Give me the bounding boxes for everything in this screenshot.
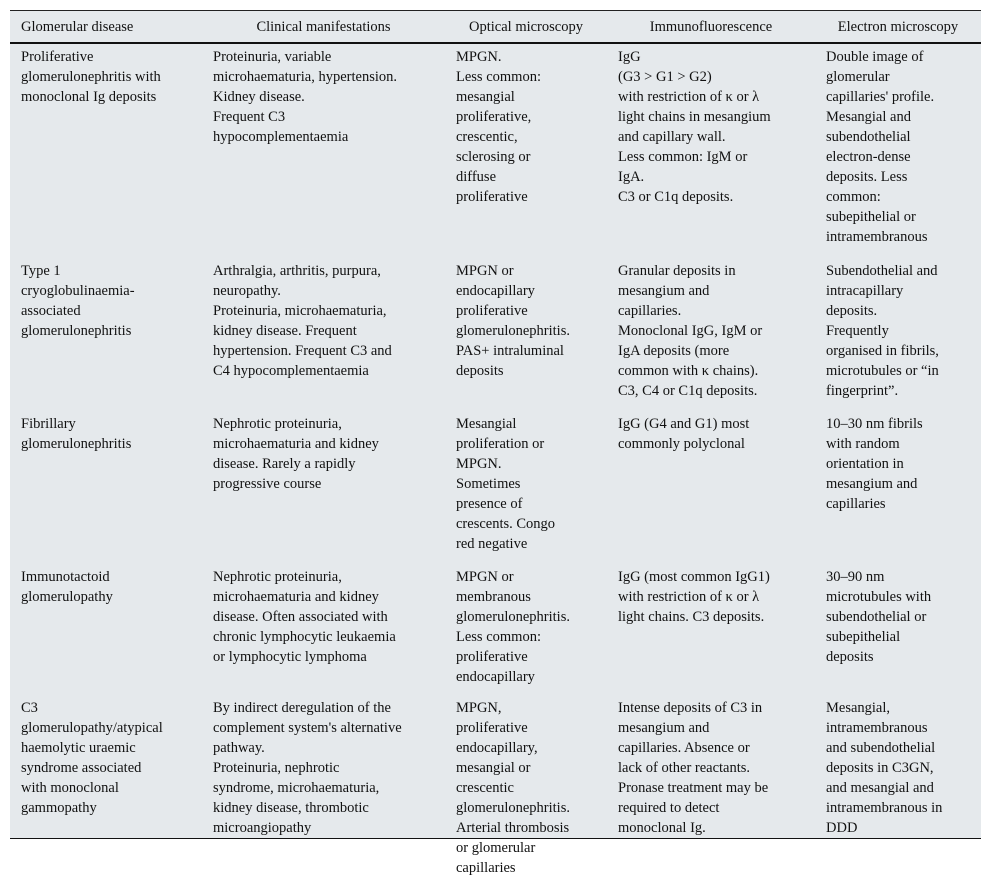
cell-text-line: IgG (most common IgG1) (618, 569, 770, 585)
cell-text-line: Proliferative (21, 49, 94, 65)
cell-text-line: capillaries (456, 860, 516, 876)
cell-clinical-manifestations (202, 261, 445, 414)
cell-text-line: Mesangial, (826, 700, 891, 716)
cell-text-line: common: (826, 189, 881, 205)
cell-text-line: mesangial or (456, 760, 531, 776)
cell-text-line: kidney disease. Frequent (213, 323, 357, 339)
cell-text-line: capillaries. (618, 303, 682, 319)
cell-text-line: gammopathy (21, 800, 97, 816)
cell-text-line: MPGN or (456, 569, 514, 585)
cell-text-line: mesangium and (826, 476, 918, 492)
cell-text-line: Frequently (826, 323, 889, 339)
cell-glomerular-disease (10, 414, 202, 567)
cell-text-line: and subendothelial (826, 740, 936, 756)
table-row (10, 261, 981, 414)
header-immunofluorescence: Immunofluorescence (649, 18, 773, 35)
data-table-container (10, 10, 981, 876)
cell-text-line: light chains in mesangium (618, 109, 771, 125)
cell-electron-microscopy (815, 698, 981, 878)
cell-text-line: 30–90 nm (826, 569, 885, 585)
cell-text-line: Pronase treatment may be (618, 780, 769, 796)
cell-text-line: intramembranous (826, 229, 928, 245)
cell-immunofluorescence (607, 567, 815, 698)
cell-text-line: Less common: IgM or (618, 149, 748, 165)
cell-text-line: Proteinuria, nephrotic (213, 760, 340, 776)
header-optical-microscopy: Optical microscopy (469, 18, 583, 35)
cell-text-line: intramembranous in (826, 800, 943, 816)
cell-text-line: glomerulonephritis with (21, 69, 161, 85)
cell-text-line: C3 (21, 700, 38, 716)
cell-text-line: hypertension. Frequent C3 and (213, 343, 392, 359)
cell-text-line: proliferation or (456, 436, 545, 452)
cell-text-line: Arterial thrombosis (456, 820, 570, 836)
cell-electron-microscopy (815, 43, 981, 261)
cell-text-line: proliferative (456, 720, 528, 736)
table-row (10, 414, 981, 567)
cell-text-line: deposits. Less (826, 169, 908, 185)
cell-text-line: monoclonal Ig. (618, 820, 706, 836)
cell-text-line: crescentic (456, 780, 514, 796)
cell-text-line: commonly polyclonal (618, 436, 745, 452)
cell-text-line: Subendothelial and (826, 263, 938, 279)
cell-text-line: endocapillary (456, 669, 535, 685)
glomerular-disease-table (10, 10, 981, 878)
cell-text-line: proliferative, (456, 109, 532, 125)
cell-optical-microscopy (445, 261, 607, 414)
cell-text-line: subepithelial (826, 629, 901, 645)
cell-text-line: IgA deposits (more (618, 343, 730, 359)
cell-text-line: chronic lymphocytic leukaemia (213, 629, 396, 645)
cell-text-line: fingerprint”. (826, 383, 899, 399)
cell-text-line: glomerulonephritis. (456, 800, 570, 816)
cell-text-line: MPGN, (456, 700, 502, 716)
cell-text-line: crescentic, (456, 129, 518, 145)
cell-text-line: C3 or C1q deposits. (618, 189, 734, 205)
cell-text-line: disease. Often associated with (213, 609, 388, 625)
cell-text-line: pathway. (213, 740, 265, 756)
cell-text-line: Arthralgia, arthritis, purpura, (213, 263, 381, 279)
cell-text-line: Immunotactoid (21, 569, 110, 585)
cell-text-line: with restriction of κ or λ (618, 89, 760, 105)
cell-text-line: Intense deposits of C3 in (618, 700, 763, 716)
cell-text-line: Mesangial and (826, 109, 911, 125)
cell-text-line: Fibrillary (21, 416, 76, 432)
cell-text-line: C3, C4 or C1q deposits. (618, 383, 758, 399)
cell-text-line: with monoclonal (21, 780, 119, 796)
cell-text-line: Proteinuria, microhaematuria, (213, 303, 387, 319)
cell-text-line: proliferative (456, 649, 528, 665)
cell-text-line: presence of (456, 496, 523, 512)
cell-text-line: Kidney disease. (213, 89, 305, 105)
cell-text-line: mesangium and (618, 720, 710, 736)
cell-text-line: mesangium and (618, 283, 710, 299)
cell-text-line: microhaematuria and kidney (213, 589, 379, 605)
cell-optical-microscopy (445, 567, 607, 698)
cell-optical-microscopy (445, 414, 607, 567)
cell-glomerular-disease (10, 698, 202, 878)
cell-text-line: syndrome, microhaematuria, (213, 780, 380, 796)
cell-text-line: subendothelial (826, 129, 911, 145)
table-row (10, 698, 981, 878)
cell-text-line: capillaries. Absence or (618, 740, 750, 756)
cell-text-line: orientation in (826, 456, 904, 472)
cell-text-line: hypocomplementaemia (213, 129, 349, 145)
cell-text-line: glomerulopathy/atypical (21, 720, 163, 736)
cell-text-line: neuropathy. (213, 283, 281, 299)
cell-text-line: or glomerular (456, 840, 536, 856)
cell-text-line: glomerular (826, 69, 890, 85)
cell-text-line: light chains. C3 deposits. (618, 609, 765, 625)
header-electron-microscopy: Electron microscopy (837, 18, 959, 35)
cell-text-line: or lymphocytic lymphoma (213, 649, 367, 665)
cell-clinical-manifestations (202, 43, 445, 261)
cell-text-line: diffuse (456, 169, 497, 185)
cell-text-line: deposits (456, 363, 504, 379)
cell-electron-microscopy (815, 414, 981, 567)
cell-text-line: Less common: (456, 69, 541, 85)
cell-text-line: Double image of (826, 49, 924, 65)
cell-text-line: membranous (456, 589, 531, 605)
cell-text-line: MPGN. (456, 49, 502, 65)
cell-immunofluorescence (607, 261, 815, 414)
cell-text-line: proliferative (456, 189, 528, 205)
cell-text-line: mesangial (456, 89, 515, 105)
cell-text-line: electron-dense (826, 149, 911, 165)
cell-text-line: with random (826, 436, 900, 452)
cell-text-line: deposits (826, 649, 874, 665)
cell-electron-microscopy (815, 567, 981, 698)
cell-text-line: subepithelial or (826, 209, 916, 225)
cell-text-line: PAS+ intraluminal (456, 343, 564, 359)
cell-text-line: microhaematuria, hypertension. (213, 69, 398, 85)
cell-text-line: Sometimes (456, 476, 521, 492)
cell-clinical-manifestations (202, 414, 445, 567)
cell-text-line: microtubules with (826, 589, 932, 605)
cell-text-line: MPGN or (456, 263, 514, 279)
cell-text-line: intracapillary (826, 283, 904, 299)
cell-glomerular-disease (10, 43, 202, 261)
table-header-row (10, 11, 981, 44)
cell-text-line: endocapillary, (456, 740, 538, 756)
cell-text-line: glomerulonephritis (21, 323, 132, 339)
cell-immunofluorescence (607, 414, 815, 567)
cell-text-line: Nephrotic proteinuria, (213, 569, 342, 585)
cell-text-line: and capillary wall. (618, 129, 726, 145)
cell-text-line: kidney disease, thrombotic (213, 800, 369, 816)
cell-text-line: organised in fibrils, (826, 343, 939, 359)
cell-text-line: common with κ chains). (618, 363, 759, 379)
cell-text-line: associated (21, 303, 81, 319)
cell-text-line: MPGN. (456, 456, 502, 472)
cell-text-line: capillaries' profile. (826, 89, 935, 105)
cell-text-line: C4 hypocomplementaemia (213, 363, 369, 379)
cell-text-line: glomerulopathy (21, 589, 113, 605)
cell-immunofluorescence (607, 698, 815, 878)
cell-text-line: sclerosing or (456, 149, 531, 165)
cell-text-line: red negative (456, 536, 528, 552)
table-row (10, 43, 981, 261)
cell-text-line: (G3 > G1 > G2) (618, 69, 712, 85)
cell-text-line: crescents. Congo (456, 516, 556, 532)
cell-text-line: Type 1 (21, 263, 61, 279)
cell-immunofluorescence (607, 43, 815, 261)
header-glomerular-disease: Glomerular disease (21, 18, 134, 35)
cell-text-line: Monoclonal IgG, IgM or (618, 323, 763, 339)
cell-text-line: cryoglobulinaemia- (21, 283, 135, 299)
cell-glomerular-disease (10, 567, 202, 698)
cell-text-line: syndrome associated (21, 760, 142, 776)
cell-text-line: lack of other reactants. (618, 760, 751, 776)
cell-text-line: with restriction of κ or λ (618, 589, 760, 605)
cell-text-line: disease. Rarely a rapidly (213, 456, 356, 472)
cell-text-line: Less common: (456, 629, 541, 645)
cell-electron-microscopy (815, 261, 981, 414)
cell-text-line: Proteinuria, variable (213, 49, 332, 65)
cell-text-line: glomerulonephritis. (456, 609, 570, 625)
cell-text-line: monoclonal Ig deposits (21, 89, 157, 105)
table-bottom-rule (10, 838, 981, 839)
cell-text-line: Mesangial (456, 416, 517, 432)
cell-text-line: endocapillary (456, 283, 535, 299)
cell-text-line: glomerulonephritis (21, 436, 132, 452)
cell-text-line: complement system's alternative (213, 720, 402, 736)
cell-text-line: haemolytic uraemic (21, 740, 136, 756)
cell-text-line: proliferative (456, 303, 528, 319)
cell-glomerular-disease (10, 261, 202, 414)
cell-text-line: required to detect (618, 800, 720, 816)
cell-text-line: microangiopathy (213, 820, 312, 836)
cell-text-line: IgA. (618, 169, 645, 185)
table-row (10, 567, 981, 698)
cell-text-line: deposits in C3GN, (826, 760, 934, 776)
cell-text-line: By indirect deregulation of the (213, 700, 391, 716)
cell-optical-microscopy (445, 43, 607, 261)
cell-text-line: intramembranous (826, 720, 928, 736)
cell-text-line: IgG (618, 49, 641, 65)
cell-text-line: DDD (826, 820, 858, 836)
cell-text-line: microhaematuria and kidney (213, 436, 379, 452)
cell-text-line: 10–30 nm fibrils (826, 416, 923, 432)
cell-text-line: and mesangial and (826, 780, 934, 796)
cell-text-line: deposits. (826, 303, 878, 319)
table-body (10, 43, 981, 878)
cell-clinical-manifestations (202, 567, 445, 698)
cell-text-line: subendothelial or (826, 609, 927, 625)
cell-optical-microscopy (445, 698, 607, 878)
cell-clinical-manifestations (202, 698, 445, 878)
cell-text-line: capillaries (826, 496, 886, 512)
cell-text-line: microtubules or “in (826, 363, 939, 379)
cell-text-line: Frequent C3 (213, 109, 286, 125)
header-clinical-manifestations: Clinical manifestations (256, 18, 391, 35)
cell-text-line: glomerulonephritis. (456, 323, 570, 339)
cell-text-line: progressive course (213, 476, 322, 492)
cell-text-line: Granular deposits in (618, 263, 736, 279)
cell-text-line: IgG (G4 and G1) most (618, 416, 750, 432)
cell-text-line: Nephrotic proteinuria, (213, 416, 342, 432)
